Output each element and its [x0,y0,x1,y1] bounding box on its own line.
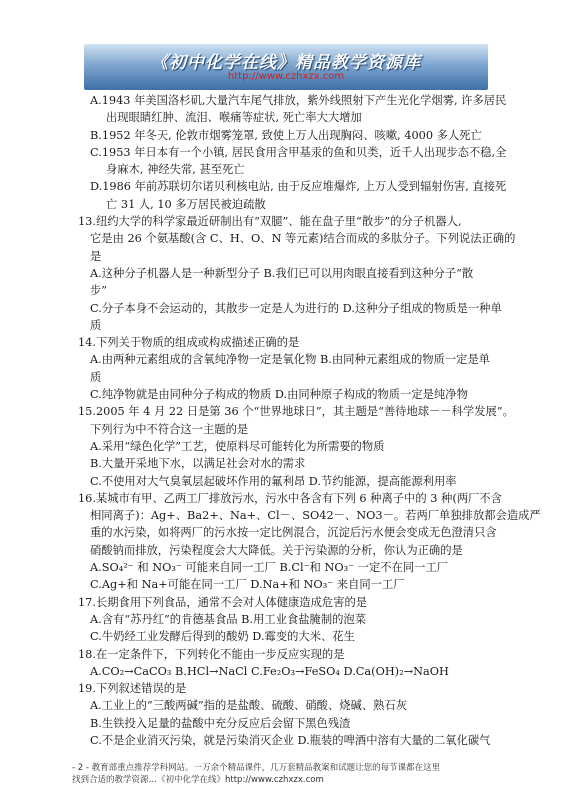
text-line: 质 [90,370,102,384]
text-line: 质 [90,318,102,332]
footer-line-2: 找到合适的教学资源…《初中化学在线》http://www.czhxzx.com [72,775,324,785]
text-line: C.Ag+和 Na+可能在同一工厂 D.Na+和 NO₃⁻ 来自同一工厂 [90,578,405,592]
text-line: A.含有“苏丹红”的肯德基食品 B.用工业食盐腌制的泡菜 [90,612,367,626]
text-line: C.1953 年日本有一个小镇, 居民食用含甲基汞的鱼和贝类，近千人出现步态不稳,全 [90,145,507,159]
text-line: 13.纽约大学的科学家最近研制出有“双腿”、能在盘子里“散步”的分子机器人, [78,215,462,229]
text-line: 相同离子)：Ag+、Ba2+、Na+、Cl－、SO42－、NO3－。若两厂单独排放都会造成严 [90,509,541,523]
text-line: B.生铁投入足量的盐酸中充分反应后会留下黑色残渣 [90,716,351,730]
text-line: 步” [90,284,108,298]
text-line: A.采用“绿色化学”工艺，使原料尽可能转化为所需要的物质 [90,439,385,453]
text-line: 15.2005 年 4 月 22 日是第 36 个“世界地球日”，其主题是“善待地球－－科学发展”。 [78,405,514,419]
text-line: B.1952 年冬天, 伦敦市烟雾笼罩, 致使上万人出现胸闷、咳嗽, 4000 多人死亡 [90,128,482,142]
text-line: 下列行为中不符合这一主题的是 [90,422,249,436]
text-line: 14.下列关于物质的组成或构成描述正确的是 [78,336,300,350]
header-banner [84,44,488,90]
text-line: 硝酸钠而排放，污染程度会大大降低。关于污染源的分析，你认为正确的是 [90,543,463,557]
text-line: D.1986 年前苏联切尔诺贝利核电站, 由于反应堆爆炸, 上万人受到辐射伤害, 直接死 [90,180,507,194]
text-line: A.这种分子机器人是一种新型分子 B.我们已可以用肉眼直接看到这种分子“散 [90,266,474,280]
text-line: A.CO₂→CaCO₃ B.HCl→NaCl C.Fe₂O₃→FeSO₄ D.Ca(OH)₂→NaOH [90,664,449,678]
text-line: B.大量开采地下水，以满足社会对水的需求 [90,457,306,471]
text-line: 重的水污染，如将两厂的污水按一定比例混合，沉淀后污水便会变成无色澄清只含 [90,526,497,540]
text-line: 出现眼睛红肿、流泪、喉痛等症状, 死亡率大大增加 [106,111,362,125]
text-line: 身麻木, 神经失常, 甚至死亡 [106,163,245,177]
text-line: A.工业上的“三酸两碱”指的是盐酸、硫酸、硝酸、烧碱、熟石灰 [90,699,408,713]
text-line: 16.某城市有甲、乙两工厂排放污水，污水中各含有下列 6 种离子中的 3 种(两厂不含 [78,491,502,505]
text-line: A.SO₄²⁻ 和 NO₃⁻ 可能来自同一工厂 B.Cl⁻和 NO₃⁻ 一定不在同一工厂 [90,561,449,575]
text-line: C.分子本身不会运动的，其散步一定是人为进行的 D.这种分子组成的物质是一种单 [90,301,502,315]
footer-line-1: - 2 - 教育部重点推荐学科网站。一万余个精品课件，几万套精品教案和试题让您的每节课都在这里 [72,763,441,773]
page-footer [72,762,532,786]
text-line: 18.在一定条件下，下列转化不能由一步反应实现的是 [78,647,345,661]
text-line: 17.长期食用下列食品，通常不会对人体健康造成危害的是 [78,595,368,609]
text-line: 它是由 26 个氨基酸(含 C、H、O、N 等元素)结合而成的多肽分子。下列说法正确的 [90,232,516,246]
text-line: C.牛奶经工业发酵后得到的酸奶 D.霉变的大米、花生 [90,630,355,644]
text-line: C.纯净物就是由同种分子构成的物质 D.由同种原子构成的物质一定是纯净物 [90,388,468,402]
text-line: 19.下列叙述错误的是 [78,682,187,696]
text-line: 是 [90,249,102,263]
banner-url[interactable]: http://www.czhxzx.com [227,71,345,82]
text-line: 亡 31 人, 10 多万居民被迫疏散 [106,197,266,211]
banner-title: 《初中化学在线》精品教学资源库 [151,53,421,73]
text-line: C.不是企业消灭污染，就是污染消灭企业 D.瓶装的啤酒中溶有大量的二氧化碳气 [90,733,491,747]
text-line: A.1943 年美国洛杉矶,大量汽车尾气排放，紫外线照射下产生光化学烟雾, 许多居民 [90,94,507,107]
text-line: C.不使用对大气臭氧层起破坏作用的氟利昂 D.节约能源，提高能源利用率 [90,474,457,488]
text-line: A.由两种元素组成的含氧纯净物一定是氧化物 B.由同种元素组成的物质一定是单 [90,353,491,367]
document-body [78,92,541,749]
